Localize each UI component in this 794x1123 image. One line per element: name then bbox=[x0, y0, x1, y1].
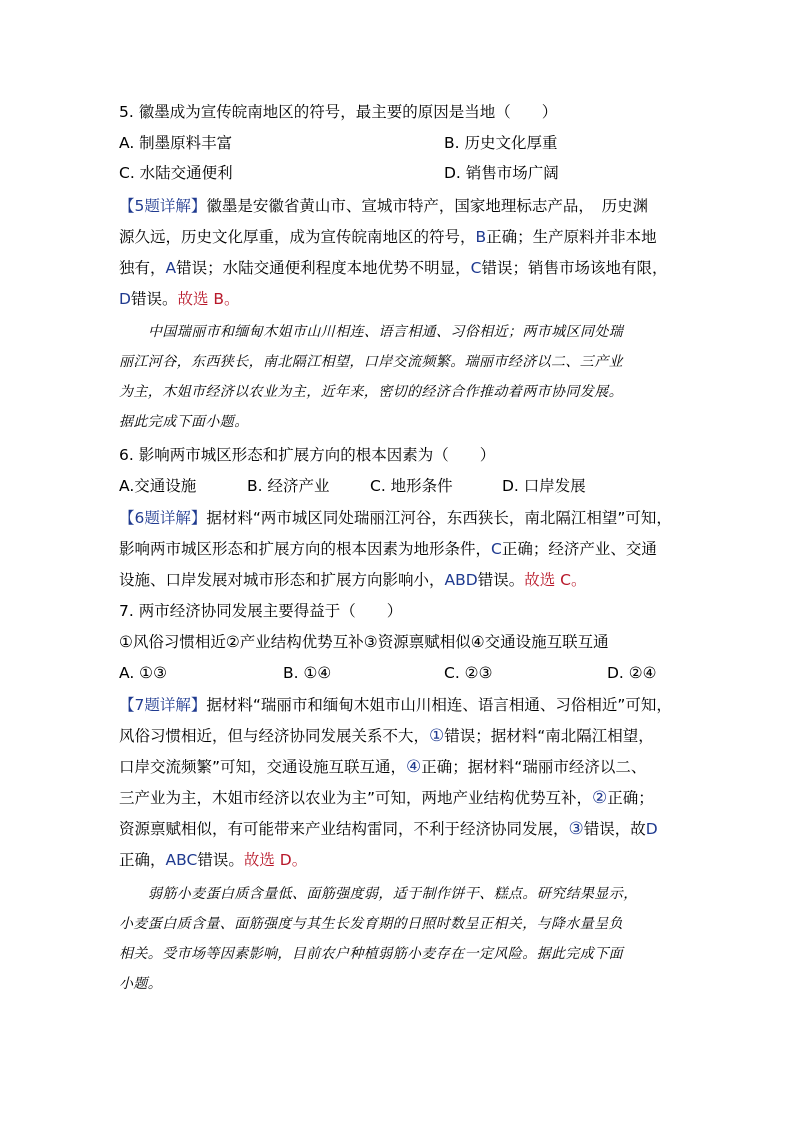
q5-option-d: D. 销售市场广阔 bbox=[444, 164, 559, 182]
q7-option-a: A. ①③ bbox=[119, 664, 167, 682]
q7-answer-line-3: 口岸交流频繁”可知，交通设施互联互通，④正确；据材料“瑞丽市经济以二、 bbox=[119, 757, 647, 777]
q6-answer-line-2: 影响两市城区形态和扩展方向的根本因素为地形条件，C正确；经济产业、交通 bbox=[119, 540, 657, 558]
q5-answer-line-4: D错误。故选 B。 bbox=[119, 290, 240, 308]
q7-option-c: C. ②③ bbox=[444, 664, 493, 682]
q7-option-b: B. ①④ bbox=[283, 664, 332, 682]
q6-option-b: B. 经济产业 bbox=[247, 477, 330, 495]
material1-line-4: 据此完成下面小题。 bbox=[119, 414, 249, 430]
q5-option-c: C. 水陆交通便利 bbox=[119, 164, 233, 182]
q5-answer-line-2: 源久远，历史文化厚重，成为宣传皖南地区的符号，B正确；生产原料并非本地 bbox=[119, 228, 657, 246]
q7-answer-line-2: 风俗习惯相近，但与经济协同发展关系不大，①错误；据材料“南北隔江相望， bbox=[119, 726, 654, 746]
material2-line-2: 小麦蛋白质含量、面筋强度与其生长发育期的日照时数呈正相关，与降水量呈负 bbox=[119, 916, 623, 932]
q7-answer-line-1: 【7题详解】据材料“瑞丽市和缅甸木姐市山川相连、语言相通、习俗相近”可知， bbox=[119, 696, 672, 714]
q6-option-d: D. 口岸发展 bbox=[502, 477, 586, 495]
q7-stem: 7. 两市经济协同发展主要得益于（ ） bbox=[119, 602, 403, 620]
q7-answer-line-6: 正确，ABC错误。故选 D。 bbox=[119, 851, 308, 869]
q6-answer-line-1: 【6题详解】据材料“两市城区同处瑞丽江河谷，东西狭长，南北隔江相望”可知， bbox=[119, 509, 672, 527]
q5-stem: 5. 徽墨成为宣传皖南地区的符号，最主要的原因是当地（ ） bbox=[119, 103, 558, 121]
q5-answer-line-1: 【5题详解】徽墨是安徽省黄山市、宣城市特产，国家地理标志产品， 历史渊 bbox=[119, 197, 649, 215]
q5-answer-choice: 故选 B。 bbox=[177, 290, 240, 308]
q6-answer-tag: 【6题详解】 bbox=[119, 509, 207, 527]
q6-answer-line-3: 设施、口岸发展对城市形态和扩展方向影响小，ABD错误。故选 C。 bbox=[119, 571, 587, 589]
material2-line-4: 小题。 bbox=[119, 976, 163, 992]
q5-answer-line-3: 独有，A错误；水陆交通便利程度本地优势不明显，C错误；销售市场该地有限， bbox=[119, 259, 668, 277]
material1-line-2: 丽江河谷，东西狭长，南北隔江相望，口岸交流频繁。瑞丽市经济以二、三产业 bbox=[119, 354, 623, 370]
material2-line-3: 相关。受市场等因素影响，目前农户种植弱筋小麦存在一定风险。据此完成下面 bbox=[119, 946, 623, 962]
q5-option-a: A. 制墨原料丰富 bbox=[119, 134, 233, 152]
q7-answer-tag: 【7题详解】 bbox=[119, 696, 207, 714]
material1-line-3: 为主，木姐市经济以农业为主，近年来，密切的经济合作推动着两市协同发展。 bbox=[119, 384, 623, 400]
q6-stem: 6. 影响两市城区形态和扩展方向的根本因素为（ ） bbox=[119, 446, 496, 464]
material2-line-1: 弱筋小麦蛋白质含量低、面筋强度弱，适于制作饼干、糕点。研究结果显示， bbox=[148, 886, 638, 902]
q7-option-d: D. ②④ bbox=[607, 664, 657, 682]
q6-option-a: A.交通设施 bbox=[119, 477, 197, 495]
material1-line-1: 中国瑞丽市和缅甸木姐市山川相连、语言相通、习俗相近；两市城区同处瑞 bbox=[148, 324, 624, 340]
q7-items: ①风俗习惯相近②产业结构优势互补③资源禀赋相似④交通设施互联互通 bbox=[119, 633, 609, 651]
q6-option-c: C. 地形条件 bbox=[370, 477, 453, 495]
q6-answer-choice: 故选 C。 bbox=[524, 571, 587, 589]
q5-answer-tag: 【5题详解】 bbox=[119, 197, 207, 215]
q7-answer-line-4: 三产业为主，木姐市经济以农业为主”可知，两地产业结构优势互补，②正确； bbox=[119, 788, 654, 808]
q7-answer-choice: 故选 D。 bbox=[243, 851, 308, 869]
q7-answer-line-5: 资源禀赋相似，有可能带来产业结构雷同，不利于经济协同发展，③错误，故D bbox=[119, 819, 658, 839]
q5-option-b: B. 历史文化厚重 bbox=[444, 134, 558, 152]
